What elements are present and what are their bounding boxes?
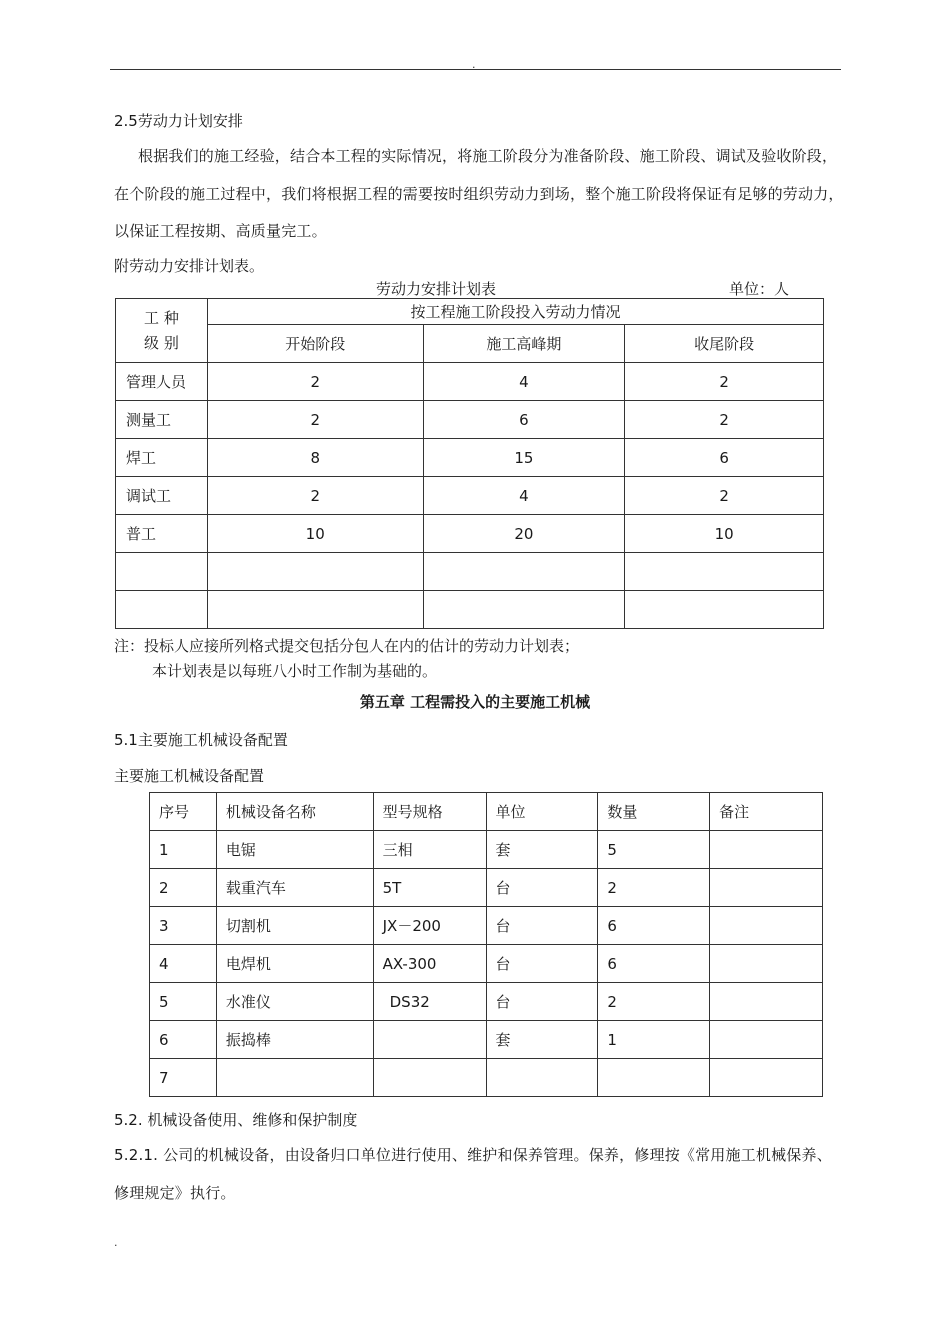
section-2-5-paragraph: 根据我们的施工经验，结合本工程的实际情况，将施工阶段分为准备阶段、施工阶段、调试及验收阶段，在个阶段的施工过程中，我们将根据工程的需要按时组织劳动力到场，整个施工阶段将保证有足够的劳动力，以保证工程按期、高质量完工。 — [114, 147, 844, 240]
start-count: 8 — [207, 439, 423, 477]
remark-cell — [710, 945, 823, 983]
seq-cell: 1 — [150, 831, 217, 869]
seq-cell: 3 — [150, 907, 217, 945]
header-start: 开始阶段 — [207, 325, 423, 363]
name-cell: 载重汽车 — [216, 869, 373, 907]
seq-cell: 4 — [150, 945, 217, 983]
header-unit: 单位 — [486, 793, 598, 831]
qty-cell: 6 — [598, 945, 710, 983]
section-heading-5-2: 5.2. 机械设备使用、维修和保护制度 — [114, 1111, 358, 1129]
worker-type: 普工 — [116, 515, 208, 553]
name-cell — [216, 1059, 373, 1097]
model-cell: JX－200 — [373, 907, 486, 945]
header-name: 机械设备名称 — [216, 793, 373, 831]
model-cell: 三相 — [373, 831, 486, 869]
end-count: 2 — [625, 401, 824, 439]
unit-cell: 台 — [486, 945, 598, 983]
table-row — [116, 477, 824, 515]
model-cell — [373, 1021, 486, 1059]
unit-cell: 套 — [486, 831, 598, 869]
header-type-cell — [116, 299, 208, 363]
labor-header-row-2 — [116, 325, 824, 363]
qty-cell: 6 — [598, 907, 710, 945]
remark-cell — [710, 831, 823, 869]
header-seq: 序号 — [150, 793, 217, 831]
section-heading-5-1: 5.1主要施工机械设备配置 — [114, 731, 288, 749]
peak-count: 4 — [423, 477, 625, 515]
worker-type: 管理人员 — [116, 363, 208, 401]
remark-cell — [710, 869, 823, 907]
start-count: 10 — [207, 515, 423, 553]
unit-cell: 台 — [486, 907, 598, 945]
unit-cell: 台 — [486, 983, 598, 1021]
qty-cell: 5 — [598, 831, 710, 869]
start-count: 2 — [207, 363, 423, 401]
start-count: 2 — [207, 401, 423, 439]
header-end: 收尾阶段 — [625, 325, 824, 363]
header-model: 型号规格 — [373, 793, 486, 831]
header-type-line-2: 级 别 — [144, 333, 179, 352]
labor-header-row-1 — [116, 299, 824, 325]
seq-cell: 6 — [150, 1021, 217, 1059]
table-row — [150, 1059, 823, 1097]
model-cell — [373, 1059, 486, 1097]
worker-type: 测量工 — [116, 401, 208, 439]
table-row — [150, 907, 823, 945]
name-cell: 水准仪 — [216, 983, 373, 1021]
header-rule — [110, 69, 841, 70]
end-count: 2 — [625, 477, 824, 515]
remark-cell — [710, 1021, 823, 1059]
empty-row — [116, 553, 824, 591]
machine-table — [149, 792, 823, 1097]
header-peak: 施工高峰期 — [423, 325, 625, 363]
table-row — [150, 983, 823, 1021]
remark-cell — [710, 983, 823, 1021]
labor-note-2: 本计划表是以每班八小时工作制为基础的。 — [152, 662, 438, 680]
table-row — [150, 1021, 823, 1059]
peak-count: 4 — [423, 363, 625, 401]
empty-row — [116, 591, 824, 629]
attach-text: 附劳动力安排计划表。 — [114, 257, 265, 275]
section-heading-2-5: 2.5劳动力计划安排 — [114, 112, 243, 130]
end-count: 6 — [625, 439, 824, 477]
worker-type: 焊工 — [116, 439, 208, 477]
footer-dot: . — [114, 1236, 118, 1249]
qty-cell: 1 — [598, 1021, 710, 1059]
chapter-title: 第五章 工程需投入的主要施工机械 — [359, 693, 591, 711]
table-row — [116, 401, 824, 439]
end-count: 10 — [625, 515, 824, 553]
unit-cell — [486, 1059, 598, 1097]
peak-count: 6 — [423, 401, 625, 439]
machine-header-row — [150, 793, 823, 831]
machine-table-caption: 主要施工机械设备配置 — [114, 767, 265, 785]
qty-cell — [598, 1059, 710, 1097]
header-type-line-1: 工 种 — [144, 308, 179, 327]
labor-note-1: 注：投标人应接所列格式提交包括分包人在内的估计的劳动力计划表； — [114, 637, 580, 655]
seq-cell: 2 — [150, 869, 217, 907]
unit-cell: 套 — [486, 1021, 598, 1059]
model-cell: 5T — [373, 869, 486, 907]
section-5-2-1-paragraph: 5.2.1. 公司的机械设备，由设备归口单位进行使用、维护和保养管理。保养，修理按《常用施工机械保养、修理规定》执行。 — [114, 1146, 832, 1202]
peak-count: 15 — [423, 439, 625, 477]
header-remark: 备注 — [710, 793, 823, 831]
qty-cell: 2 — [598, 869, 710, 907]
remark-cell — [710, 907, 823, 945]
seq-cell: 5 — [150, 983, 217, 1021]
labor-table — [115, 298, 824, 629]
end-count: 2 — [625, 363, 824, 401]
table-row — [150, 945, 823, 983]
model-cell: AX-300 — [373, 945, 486, 983]
name-cell: 电焊机 — [216, 945, 373, 983]
table-row — [116, 515, 824, 553]
name-cell: 切割机 — [216, 907, 373, 945]
model-cell: DS32 — [373, 983, 486, 1021]
header-qty: 数量 — [598, 793, 710, 831]
labor-table-unit: 单位：人 — [729, 280, 790, 298]
worker-type: 调试工 — [116, 477, 208, 515]
unit-cell: 台 — [486, 869, 598, 907]
table-row — [150, 869, 823, 907]
header-group-cell: 按工程施工阶段投入劳动力情况 — [207, 299, 823, 325]
table-row — [150, 831, 823, 869]
table-row — [116, 439, 824, 477]
qty-cell: 2 — [598, 983, 710, 1021]
name-cell: 振捣棒 — [216, 1021, 373, 1059]
peak-count: 20 — [423, 515, 625, 553]
header-dot: . — [472, 58, 476, 71]
name-cell: 电锯 — [216, 831, 373, 869]
start-count: 2 — [207, 477, 423, 515]
table-row — [116, 363, 824, 401]
labor-table-title: 劳动力安排计划表 — [376, 280, 497, 298]
remark-cell — [710, 1059, 823, 1097]
seq-cell: 7 — [150, 1059, 217, 1097]
